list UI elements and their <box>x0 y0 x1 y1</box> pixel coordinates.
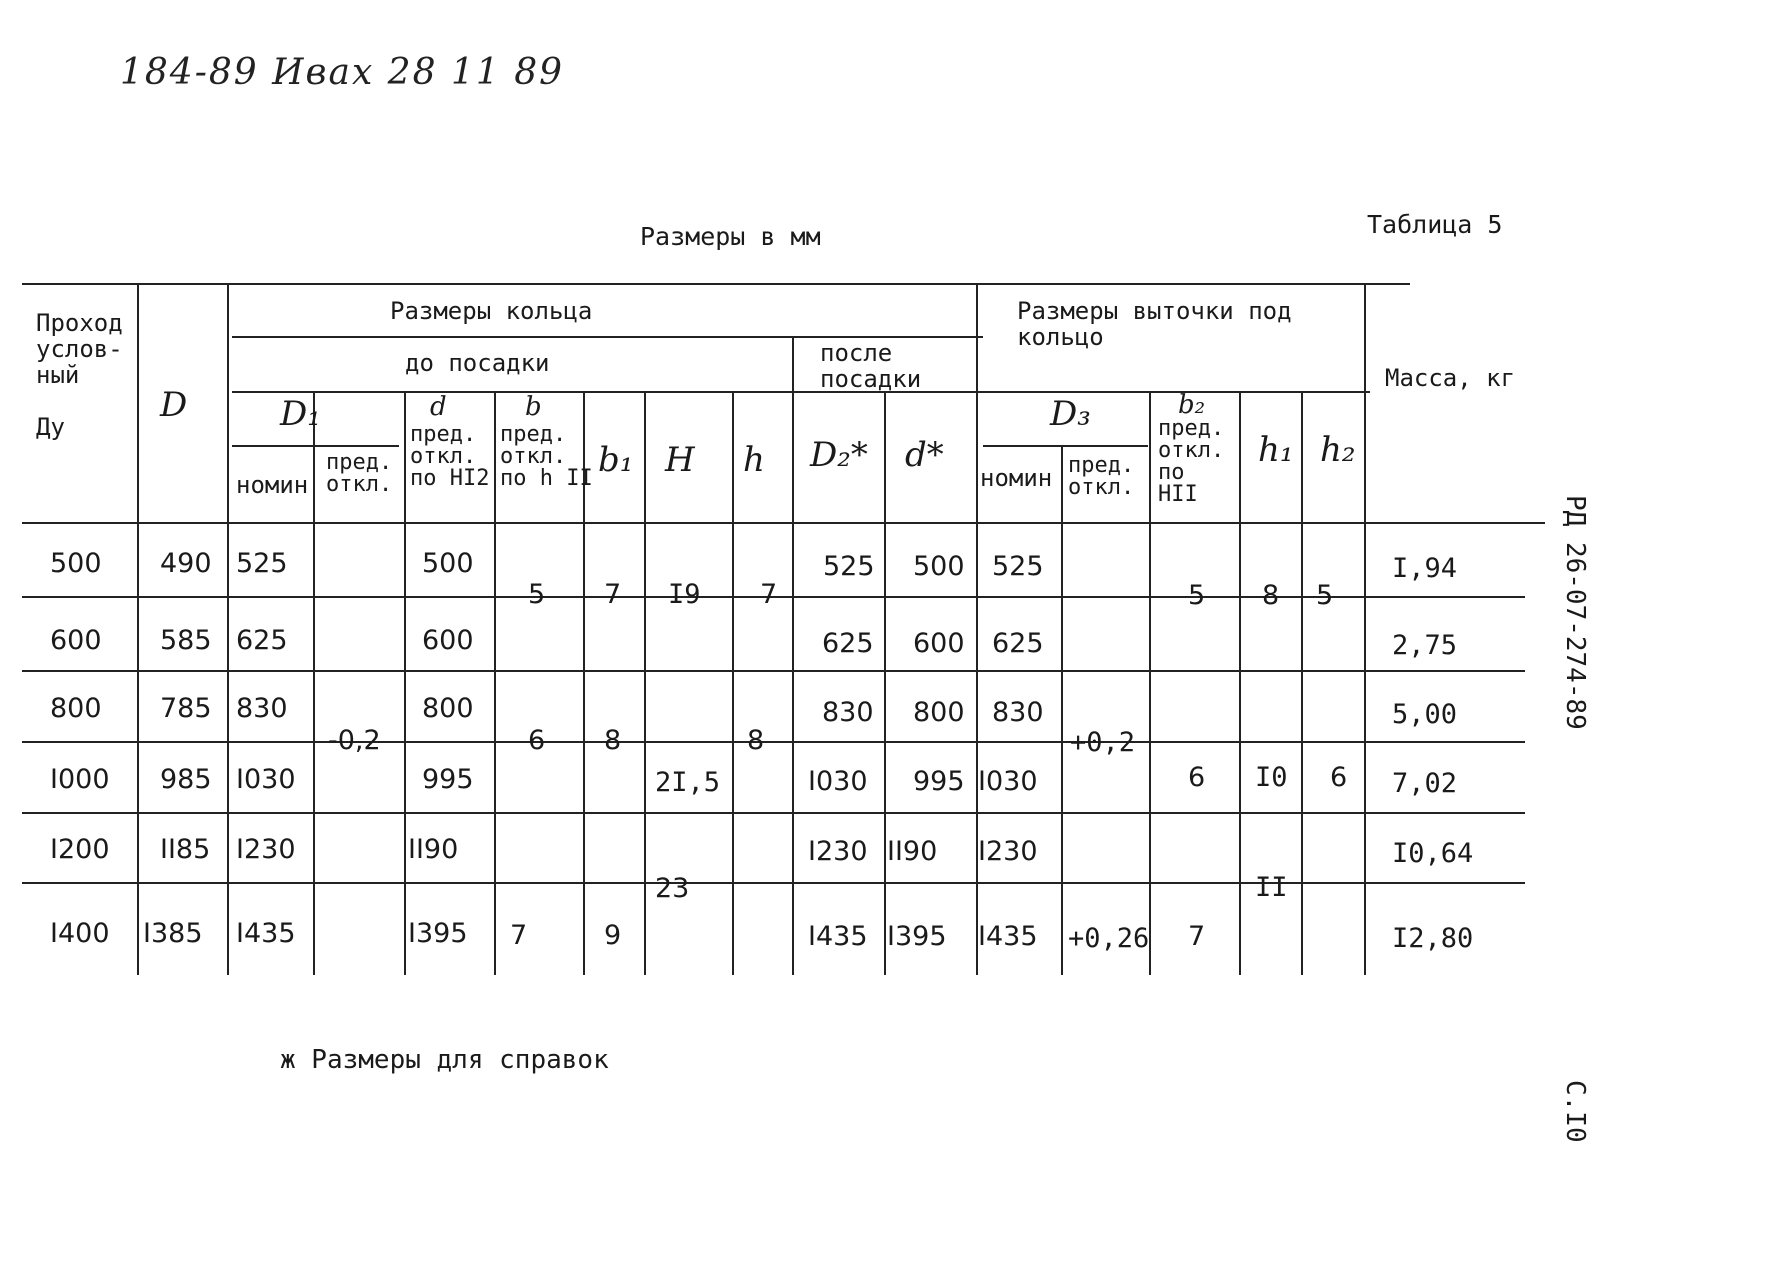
cell-d-star: 600 <box>913 628 965 659</box>
cell-D: 585 <box>160 625 212 656</box>
cell-D1: 625 <box>236 625 288 656</box>
header-D2-star: D₂* <box>810 435 868 475</box>
document-code: РД 26-07-274-89 <box>1560 495 1590 730</box>
cell-du: 800 <box>50 693 102 724</box>
cell-d-star: 995 <box>913 766 965 797</box>
handwritten-registration-note: 184-89 Ивах 28 11 89 <box>120 52 564 93</box>
cell-D3: 830 <box>992 697 1044 728</box>
cell-D3: I435 <box>978 921 1038 952</box>
cell-h1: II <box>1255 872 1288 903</box>
cell-d: 995 <box>422 764 474 795</box>
cell-H: 23 <box>655 873 690 904</box>
cell-D3: 625 <box>992 628 1044 659</box>
cell-du: 500 <box>50 548 102 579</box>
cell-mass: I0,64 <box>1392 838 1474 869</box>
cell-D: II85 <box>160 834 211 865</box>
header-b2-deviation: пред. откл. по HII <box>1158 416 1225 507</box>
cell-d: 500 <box>422 548 474 579</box>
header-passage: Проход услов- ный Ду <box>36 309 123 441</box>
header-d-deviation: пред. откл. по HI2 <box>410 422 490 491</box>
cell-b2: 7 <box>1188 921 1206 952</box>
cell-D2: 525 <box>823 551 875 582</box>
header-b1: b₁ <box>598 440 634 480</box>
cell-d: 600 <box>422 625 474 656</box>
header-h2: h₂ <box>1320 430 1356 470</box>
cell-b: 7 <box>510 920 528 951</box>
header-D1-deviation: пред. откл. <box>326 450 393 497</box>
cell-h1: 8 <box>1262 580 1280 611</box>
cell-D: 785 <box>160 693 212 724</box>
cell-mass: 5,00 <box>1392 699 1458 730</box>
cell-d-star: 500 <box>913 551 965 582</box>
cell-D2: 625 <box>822 628 874 659</box>
header-D1-nominal: номин <box>236 471 309 499</box>
cell-D3: 525 <box>992 551 1044 582</box>
cell-du: I400 <box>50 918 110 949</box>
cell-d-star: I395 <box>887 921 947 952</box>
cell-D1: 525 <box>236 548 288 579</box>
cell-h: 7 <box>760 579 778 610</box>
header-mass: Масса, кг <box>1385 364 1516 392</box>
table-number-label: Таблица 5 <box>1367 210 1503 239</box>
cell-D2: I030 <box>808 766 868 797</box>
cell-D1: I230 <box>236 834 296 865</box>
cell-b1: 8 <box>604 725 622 756</box>
header-h1: h₁ <box>1258 430 1294 470</box>
header-D3-nominal: номин <box>980 464 1053 492</box>
cell-D3: I030 <box>978 766 1038 797</box>
header-h: h <box>743 440 765 480</box>
header-H: H <box>665 440 695 480</box>
cell-h2: 6 <box>1330 762 1348 793</box>
cell-b: 5 <box>528 579 546 610</box>
cell-b1: 7 <box>604 579 622 610</box>
footnote: ж Размеры для справок <box>280 1045 609 1075</box>
cell-du: 600 <box>50 625 102 656</box>
cell-mass: I,94 <box>1392 553 1458 584</box>
cell-H: I9 <box>668 579 701 610</box>
header-d-star: d* <box>905 435 944 475</box>
cell-h1: I0 <box>1255 762 1288 793</box>
cell-du: I000 <box>50 764 110 795</box>
header-D3-deviation: пред. откл. <box>1068 453 1135 500</box>
cell-D: 490 <box>160 548 212 579</box>
cell-du: I200 <box>50 834 110 865</box>
cell-d-star: 800 <box>913 697 965 728</box>
cell-D3-deviation: +0,2 <box>1070 727 1136 758</box>
cell-D1: I030 <box>236 764 296 795</box>
page-number: С.I0 <box>1560 1080 1590 1143</box>
cell-b2: 5 <box>1188 580 1206 611</box>
cell-d-star: II90 <box>887 836 938 867</box>
cell-D2: 830 <box>822 697 874 728</box>
header-b2: b₂ <box>1178 390 1206 420</box>
cell-d: I395 <box>408 918 468 949</box>
header-after-fit: после посадки <box>820 339 922 393</box>
header-groove-sizes: Размеры выточки под кольцо <box>1017 297 1292 351</box>
cell-mass: 7,02 <box>1392 768 1458 799</box>
cell-d: 800 <box>422 693 474 724</box>
header-before-fit: до посадки <box>405 349 550 377</box>
header-D: D <box>160 385 188 425</box>
cell-mass: I2,80 <box>1392 923 1474 954</box>
header-b-deviation: пред. откл. по h II <box>500 422 593 491</box>
cell-D3-deviation: +0,26 <box>1068 923 1150 954</box>
cell-D2: I435 <box>808 921 868 952</box>
header-ring-sizes: Размеры кольца <box>390 297 593 325</box>
cell-D1: 830 <box>236 693 288 724</box>
header-D1: D₁ <box>280 394 321 434</box>
header-d: d <box>430 392 447 422</box>
cell-D: I385 <box>143 918 203 949</box>
cell-h: 8 <box>747 725 765 756</box>
header-b: b <box>525 392 542 422</box>
cell-b2: 6 <box>1188 762 1206 793</box>
cell-d: II90 <box>408 834 459 865</box>
cell-h2: 5 <box>1316 580 1334 611</box>
cell-b: 6 <box>528 725 546 756</box>
cell-H: 2I,5 <box>655 767 721 798</box>
header-D3: D₃ <box>1050 394 1091 434</box>
cell-D: 985 <box>160 764 212 795</box>
cell-D3: I230 <box>978 836 1038 867</box>
cell-D1: I435 <box>236 918 296 949</box>
cell-mass: 2,75 <box>1392 630 1458 661</box>
units-label: Размеры в мм <box>640 222 821 251</box>
cell-D1-deviation: -0,2 <box>328 725 381 756</box>
cell-b1: 9 <box>604 920 622 951</box>
cell-D2: I230 <box>808 836 868 867</box>
